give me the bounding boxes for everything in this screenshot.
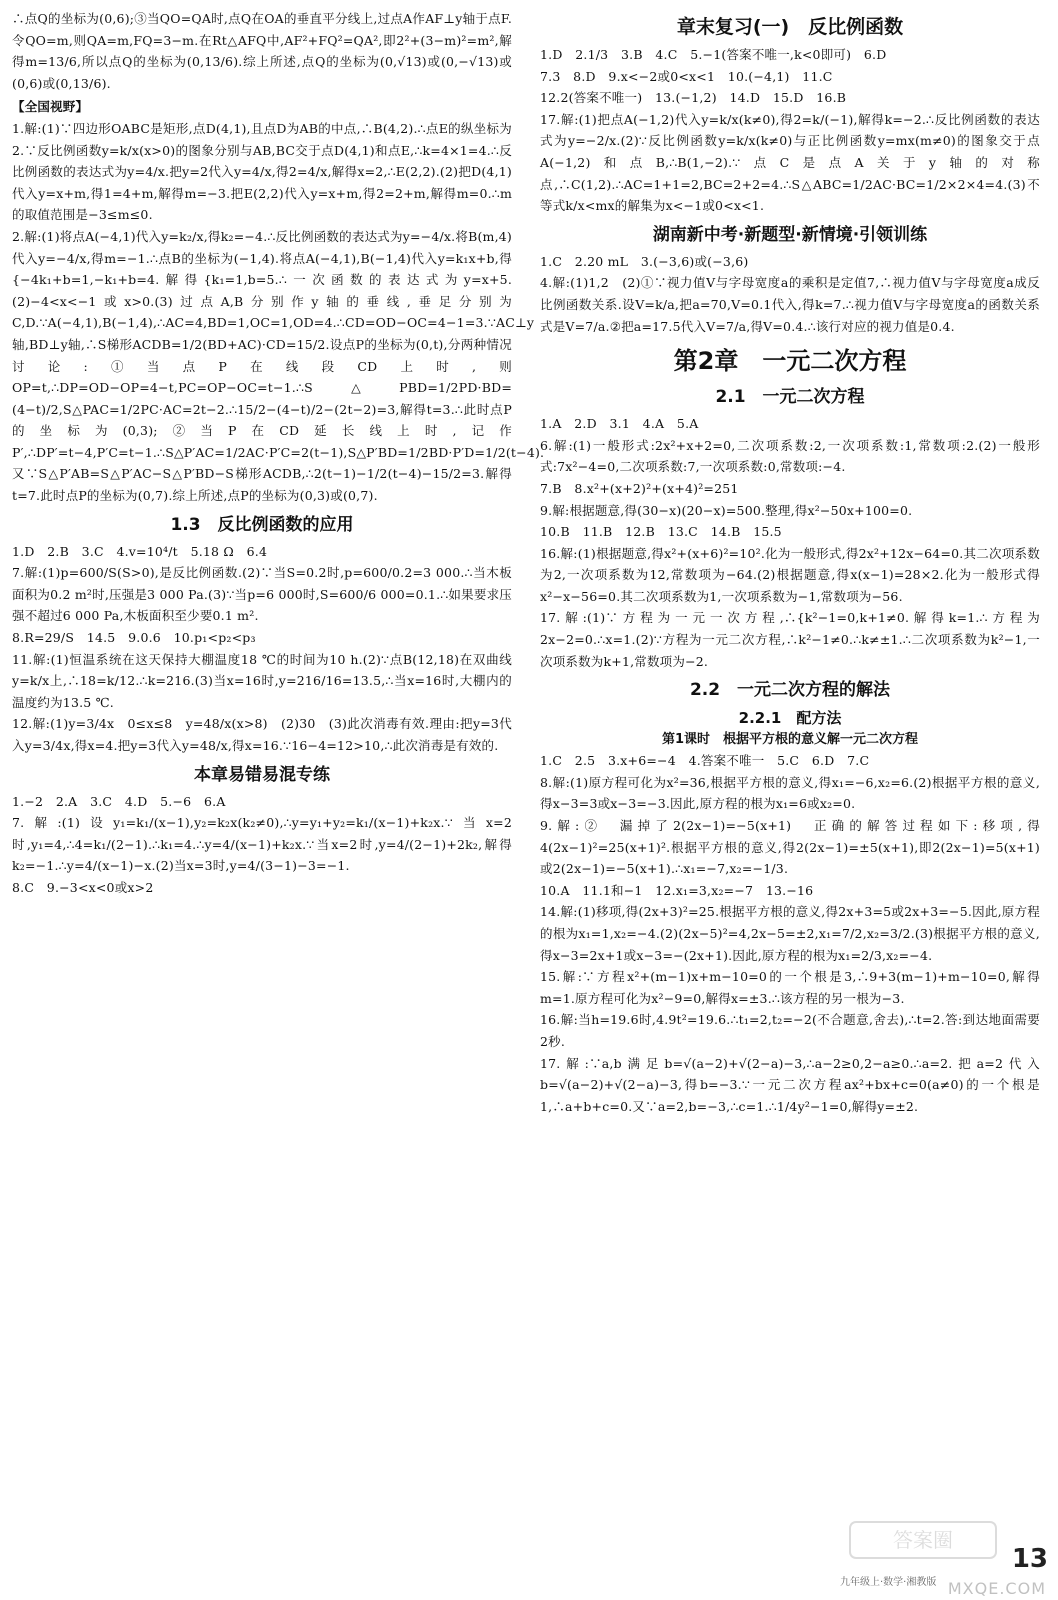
answer-paragraph: 10.B 11.B 12.B 13.C 14.B 15.5 [540,524,782,540]
right-column [540,8,1040,1117]
answer-paragraph: 16.解:(1)根据题意,得x²+(x+6)²=10².化为一般形式,得2x²+12x−64=0.其二次项系数为2,一次项系数为12,常数项为−64.(2)根据题意,得x(x−1)=28×2.化为一般形式得x²−x−56=0.其二次项系数为1,一次项系数为−1,常数项为−56. [540,545,1040,604]
section-heading: 2.1 一元二次方程 [715,387,865,408]
answer-paragraph: 12.2(答案不唯一) 13.(−1,2) 14.D 15.D 16.B [540,90,847,106]
answer-paragraph: 12.解:(1)y=3/4x 0≤x≤8 y=48/x(x>8) (2)30 (3)此次消毒有效.理由:把y=3代入y=3/4x,得x=4.把y=3代入y=48/x,得x=16.∵16−4=12>10,∴此次消毒是有效的. [12,716,512,753]
answer-paragraph: 9.解:② 漏掉了2(2x−1)=−5(x+1) 正确的解答过程如下:移项,得4(2x−1)²=25(x+1)².根据平方根的意义,得2(2x−1)=±5(x+1),即2(2x−1)=5(x+1)或2(2x−1)=−5(x+1).∴x₁=−7,x₂=−1/3. [540,818,1040,877]
answer-paragraph: 1.D 2.B 3.C 4.v=10⁴/t 5.18 Ω 6.4 [12,543,268,559]
answer-paragraph: 7.解:(1)设y₁=k₁/(x−1),y₂=k₂x(k₂≠0),∴y=y₁+y₂=k₁/(x−1)+k₂x.∵当x=2时,y₁=4,∴4=k₁/(2−1).∴k₁=4.∴y=4/(x−1)+k₂x.∵当x=2时,y=4/(2−1)+2k₂,解得k₂=−1.∴y=4/(x−1)−x.(2)当x=3时,y=4/(3−1)−3=−1. [12,815,512,874]
answer-paragraph: 14.解:(1)移项,得(2x+3)²=25.根据平方根的意义,得2x+3=5或2x+3=−5.因此,原方程的根为x₁=1,x₂=−4.(2)(2x−5)²=4,2x−5=±2,x₁=7/2,x₂=3/2.(3)根据平方根的意义,得x−3=2x+1或x−3=−(2x+1).因此,原方程的根为x₁=2/3,x₂=−4. [540,904,1040,963]
watermark-stamp-icon [848,1520,998,1560]
answer-paragraph: 1.C 2.20 mL 3.(−3,6)或(−3,6) [540,253,749,269]
section-heading: 本章易错易混专练 [194,764,330,785]
answer-paragraph: 8.解:(1)原方程可化为x²=36,根据平方根的意义,得x₁=−6,x₂=6.(2)根据平方根的意义,得x−3=3或x−3=−3.因此,原方程的根为x₁=6或x₂=0. [540,774,1040,812]
answer-paragraph: 17.解:(1)把点A(−1,2)代入y=k/x(k≠0),得2=k/(−1),解得k=−2.∴反比例函数的表达式为y=−2/x.(2)∵反比例函数y=k/x(k≠0)与正比例函数y=mx(m≠0)的图象交于点A(−1,2)和点B,∴B(1,−2).∵点C是点A关于y轴的对称点,∴C(1,2).∴AC=1+1=2,BC=2+2=4.∴S△ABC=1/2AC·BC=1/2×2×4=4.(3)不等式k/x<mx的解集为x<−1或0<x<1. [540,111,1040,214]
answer-paragraph: 15.解:∵方程x²+(m−1)x+m−10=0的一个根是3,∴9+3(m−1)+m−10=0,解得m=1.原方程可化为x²−9=0,解得x=±3.∴该方程的另一根为−3. [540,969,1040,1006]
section-heading: 湖南新中考·新题型·新情境·引领训练 [652,224,928,245]
answer-paragraph: 8.C 9.−3<x<0或x>2 [12,879,154,895]
answer-paragraph: 7.3 8.D 9.x<−2或0<x<1 10.(−4,1) 11.C [540,68,833,84]
answer-paragraph: 1.C 2.5 3.x+6=−4 4.答案不唯一 5.C 6.D 7.C [540,753,870,769]
section-tag: 【全国视野】 [12,99,89,115]
lesson-heading: 第1课时 根据平方根的意义解一元二次方程 [661,732,919,748]
answer-paragraph: 17.解:(1)∵方程为一元一次方程,∴{k²−1=0,k+1≠0.解得k=1.∴方程为2x−2=0.∴x=1.(2)∵方程为一元二次方程,∴k²−1≠0.∴k≠±1.∴二次项系数为k²−1,一次项系数为k+1,常数项为−2. [540,610,1040,669]
svg-text:答案圈: 答案圈 [893,1528,953,1552]
section-heading: 2.2 一元二次方程的解法 [689,680,891,701]
answer-paragraph: 1.A 2.D 3.1 4.A 5.A [540,416,699,432]
answer-paragraph: 8.R=29/S 14.5 9.0.6 10.p₁<p₂<p₃ [12,630,256,646]
running-foot: 九年级上·数学·湘教版 [840,1577,937,1588]
answer-paragraph: 7.B 8.x²+(x+2)²+(x+4)²=251 [540,480,739,496]
section-heading: 章末复习(一) 反比例函数 [676,16,904,38]
watermark-text: MXQE.COM [947,1579,1046,1598]
answer-paragraph: 9.解:根据题意,得(30−x)(20−x)=500.整理,得x²−50x+100=0. [540,502,913,518]
answer-paragraph: 6.解:(1)一般形式:2x²+x+2=0,二次项系数:2,一次项系数:1,常数项:2.(2)一般形式:7x²−4=0,二次项系数:7,一次项系数:0,常数项:−4. [540,437,1040,475]
page-number: 13 [1011,1544,1048,1574]
answer-paragraph: 1.解:(1)∵四边形OABC是矩形,点D(4,1),且点D为AB的中点,∴B(4,2).∴点E的纵坐标为2.∵反比例函数y=k/x(x>0)的图象分别与AB,BC交于点D(4,1)和点E,∴k=4×1=4.∴反比例函数的表达式为y=4/x.把y=2代入y=4/x,得2=4/x,解得x=2,∴E(2,2).(2)把D(4,1)代入y=x+m,得1=4+m,解得m=−3.把E(2,2)代入y=x+m,得2=2+m,解得m=0.∴m的取值范围是−3≤m≤0. [12,120,512,223]
answer-paragraph: 10.A 11.1和−1 12.x₁=3,x₂=−7 13.−16 [540,882,814,898]
answer-paragraph: 7.解:(1)p=600/S(S>0),是反比例函数.(2)∵当S=0.2时,p=600/0.2=3 000.∴当木板面积为0.2 m²时,压强是3 000 Pa.(3)∵当p=6 000时,S=600/6 000=0.1.∴如果要求压强不超过6 000 Pa,木板面积至少要0.1 m². [12,565,512,624]
answer-paragraph: 16.解:当h=19.6时,4.9t²=19.6.∴t₁=2,t₂=−2(不合题意,舍去),∴t=2.答:到达地面需要2秒. [540,1012,1040,1049]
subsection-heading: 2.2.1 配方法 [738,709,842,728]
left-column [12,8,545,899]
section-heading: 1.3 反比例函数的应用 [170,514,354,535]
chapter-title: 第2章 一元二次方程 [673,347,907,376]
answer-paragraph: ∴点Q的坐标为(0,6);③当QO=QA时,点Q在OA的垂直平分线上,过点A作AF⊥y轴于点F.令QO=m,则QA=m,FQ=3−m.在Rt△AFQ中,AF²+FQ²=QA²,即2²+(3−m)²=m²,解得m=13/6,所以点Q的坐标为(0,13/6).综上所述,点Q的坐标为(0,√13)或(0,−√13)或(0,6)或(0,13/6). [12,11,512,91]
answer-paragraph: 4.解:(1)1,2 (2)①∵视力值V与字母宽度a的乘积是定值7,∴视力值V与字母宽度a成反比例函数关系.设V=k/a,把a=70,V=0.1代入,得k=7.∴视力值V与字母宽度a的函数关系式是V=7/a.②把a=17.5代入V=7/a,得V=0.4.∴该行对应的视力值是0.4. [540,275,1040,334]
answer-paragraph: 2.解:(1)将点A(−4,1)代入y=k₂/x,得k₂=−4.∴反比例函数的表达式为y=−4/x.将B(m,4)代入y=−4/x,得m=−1.∴点B的坐标为(−1,4).将点A(−4,1),B(−1,4)代入y=k₁x+b,得{−4k₁+b=1,−k₁+b=4.解得{k₁=1,b=5.∴一次函数的表达式为y=x+5.(2)−4<x<−1或x>0.(3)过点A,B分别作y轴的垂线,垂足分别为C,D.∵A(−4,1),B(−1,4),∴AC=4,BD=1,OC=1,OD=4.∴CD=OD−OC=4−1=3.∵AC⊥y轴,BD⊥y轴,∴S梯形ACDB=1/2(BD+AC)·CD=15/2.设点P的坐标为(0,t),分两种情况讨论:①当点P在线段CD上时,则OP=t,∴DP=OD−OP=4−t,PC=OP−OC=t−1.∴S△PBD=1/2PD·BD=(4−t)/2,S△PAC=1/2PC·AC=2t−2.∴15/2−(4−t)/2−(2t−2)=3,解得t=3.∴此时点P的坐标为(0,3);②当P在CD延长线上时,记作P′,∴DP′=t−4,P′C=t−1.∴S△P′AC=1/2AC·P′C=2(t−1),S△P′BD=1/2BD·P′D=1/2(t−4).又∵S△P′AB=S△P′AC−S△P′BD−S梯形ACDB,∴2(t−1)−1/2(t−4)−15/2=3.解得t=7.此时点P的坐标为(0,7).综上所述,点P的坐标为(0,3)或(0,7). [12,228,545,504]
answer-paragraph: 11.解:(1)恒温系统在这天保持大棚温度18 ℃的时间为10 h.(2)∵点B(12,18)在双曲线y=k/x上,∴18=k/12.∴k=216.(3)当x=16时,y=216/16=13.5,∴当x=16时,大棚内的温度约为13.5 ℃. [12,651,512,710]
answer-paragraph: 17.解:∵a,b满足b=√(a−2)+√(2−a)−3,∴a−2≥0,2−a≥0.∴a=2.把a=2代入b=√(a−2)+√(2−a)−3,得b=−3.∵一元二次方程ax²+bx+c=0(a≠0)的一个根是1,∴a+b+c=0.又∵a=2,b=−3,∴c=1.∴1/4y²−1=0,解得y=±2. [540,1055,1040,1114]
answer-paragraph: 1.−2 2.A 3.C 4.D 5.−6 6.A [12,793,226,809]
answer-paragraph: 1.D 2.1/3 3.B 4.C 5.−1(答案不唯一,k<0即可) 6.D [540,47,887,62]
